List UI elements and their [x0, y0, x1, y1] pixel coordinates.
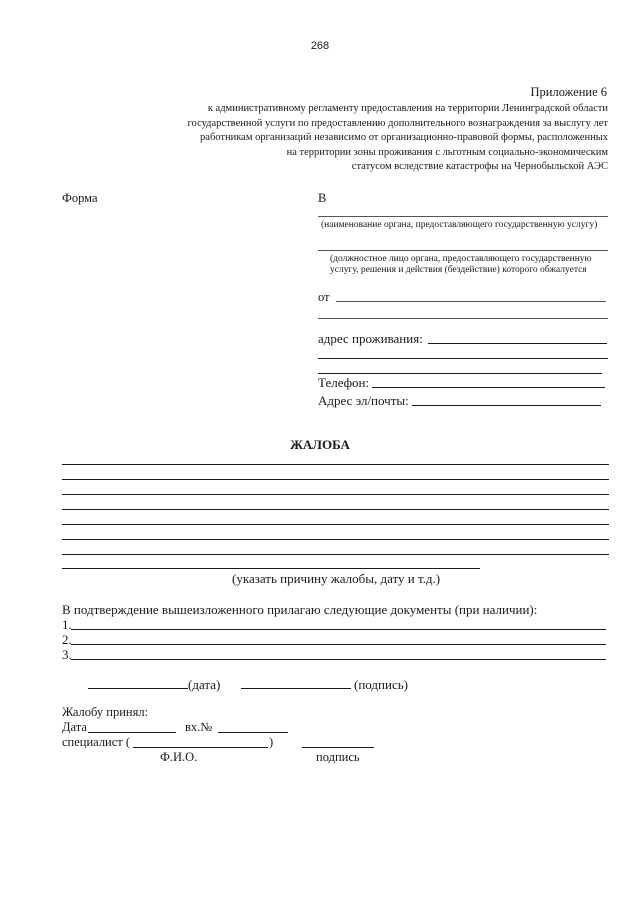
fio-caption: Ф.И.О. — [160, 750, 198, 764]
date-label: (дата) — [188, 677, 221, 692]
specialist-label: специалист ( — [62, 735, 131, 749]
authority-caption: (наименование органа, предоставляющего государственную услугу) — [321, 220, 598, 230]
complaint-text-line[interactable] — [62, 494, 609, 495]
authority-name-field[interactable] — [318, 216, 608, 217]
official-name-field[interactable] — [318, 250, 608, 251]
from-field[interactable] — [336, 301, 606, 302]
form-label: Форма — [62, 191, 98, 205]
official-caption-line1: (должностное лицо органа, предоставляющего государственную — [330, 254, 592, 264]
appendix-line: государственной услуги по предоставлению дополнительного вознаграждения за выслугу лет — [187, 117, 608, 129]
complaint-text-line[interactable] — [62, 539, 609, 540]
address-field[interactable] — [428, 343, 607, 344]
complaint-heading: ЖАЛОБА — [290, 437, 350, 452]
accepted-label: Жалобу принял: — [62, 705, 149, 719]
complaint-text-line[interactable] — [62, 554, 609, 555]
from-field-extra[interactable] — [318, 318, 608, 319]
to-label: В — [318, 191, 327, 205]
address-label: адрес проживания: — [318, 331, 423, 346]
appendix-description — [148, 102, 608, 175]
accept-date-label: Дата — [62, 720, 87, 734]
attachment-number: 1. — [62, 617, 72, 632]
from-label: от — [318, 290, 330, 304]
email-field[interactable] — [412, 405, 601, 406]
attachment-field-1[interactable] — [71, 629, 606, 630]
email-label: Адрес эл/почты: — [318, 393, 409, 408]
appendix-line: статусом вследствие катастрофы на Чернобыльской АЭС — [351, 161, 608, 172]
address-field-2[interactable] — [318, 358, 608, 359]
complaint-text-line[interactable] — [62, 524, 609, 525]
accept-date-field[interactable] — [88, 732, 176, 733]
attachments-intro: В подтверждение вышеизложенного прилагаю следующие документы (при наличии): — [62, 602, 538, 617]
appendix-line: работникам организаций независимо от организационно-правовой формы, расположенных — [200, 132, 608, 143]
attachment-field-3[interactable] — [71, 659, 606, 660]
specialist-signature-field[interactable] — [302, 747, 374, 748]
attachment-number: 3. — [62, 647, 72, 662]
complaint-text-line[interactable] — [62, 464, 609, 465]
address-field-3[interactable] — [318, 373, 602, 374]
reason-caption: (указать причину жалобы, дату и т.д.) — [232, 571, 441, 586]
applicant-signature-field[interactable] — [241, 688, 351, 689]
specialist-name-field[interactable] — [133, 747, 268, 748]
specialist-close-paren: ) — [269, 735, 274, 749]
signature-caption: подпись — [316, 750, 360, 764]
complaint-text-line[interactable] — [62, 568, 480, 569]
signature-label: (подпись) — [354, 677, 408, 692]
applicant-date-field[interactable] — [88, 688, 188, 689]
attachment-number: 2. — [62, 632, 72, 647]
official-caption-line2: услугу, решения и действия (бездействие) которого обжалуется — [330, 265, 587, 275]
appendix-line: на территории зоны проживания с льготным социально-экономическим — [286, 146, 608, 158]
phone-field[interactable] — [372, 387, 605, 388]
complaint-text-line[interactable] — [62, 479, 609, 480]
incoming-number-label: вх.№ — [185, 720, 213, 734]
appendix-line: к административному регламенту предоставления на территории Ленинградской области — [207, 103, 608, 114]
appendix-title: Приложение 6 — [530, 85, 607, 99]
page-number: 268 — [310, 40, 330, 52]
complaint-text-line[interactable] — [62, 509, 609, 510]
attachment-field-2[interactable] — [71, 644, 606, 645]
incoming-number-field[interactable] — [218, 732, 288, 733]
phone-label: Телефон: — [318, 375, 370, 390]
